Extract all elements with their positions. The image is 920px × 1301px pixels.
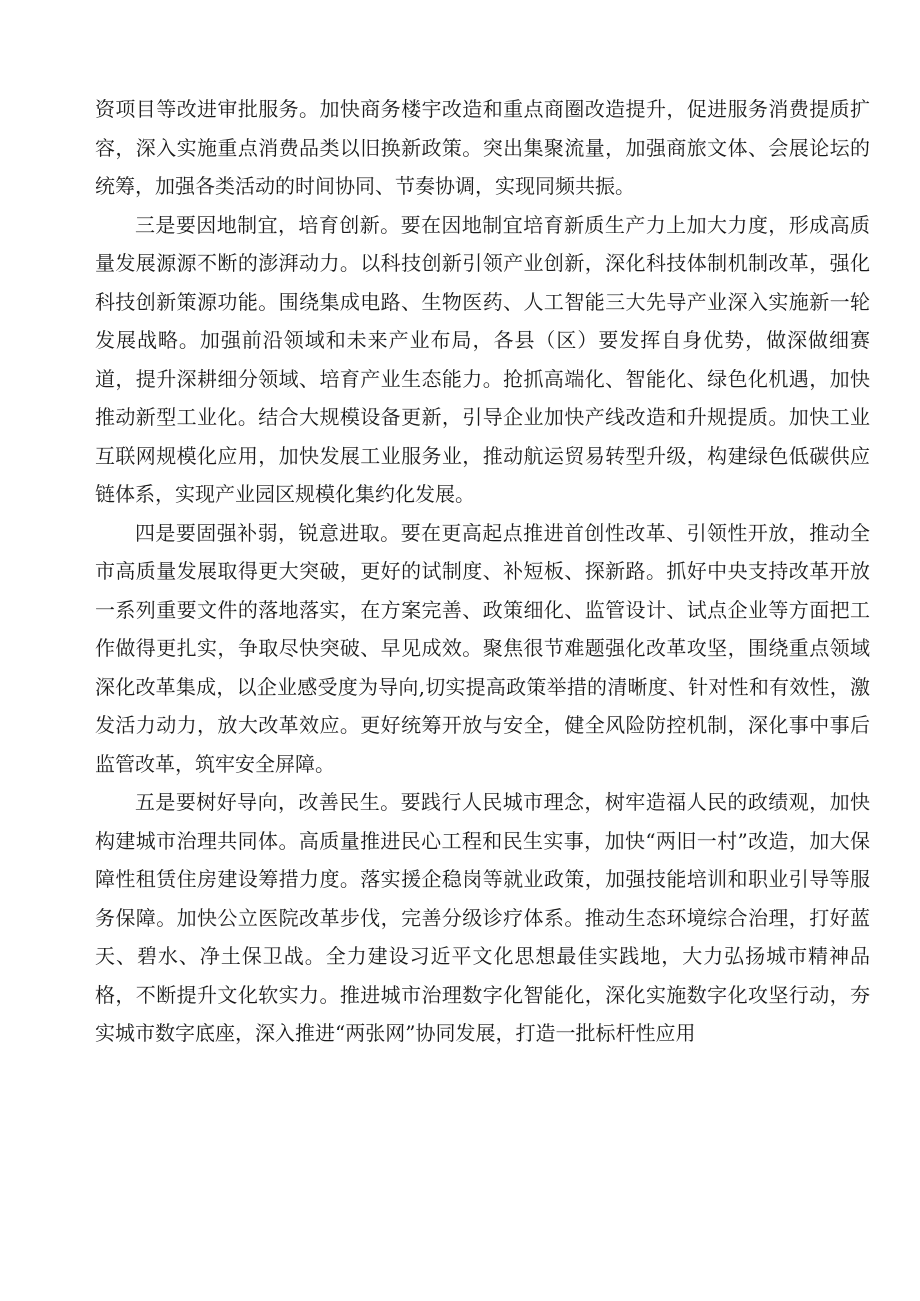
- paragraph-continuation: 资项目等改进审批服务。加快商务楼宇改造和重点商圈改造提升，促进服务消费提质扩容，深入实施重点消费品类以旧换新政策。突出集聚流量，加强商旅文体、会展论坛的统筹，加强各类活动的时间协同、节奏协调，实现同频共振。: [95, 97, 870, 198]
- paragraph-reform: 四是要固强补弱，锐意进取。要在更高起点推进首创性改革、引领性开放，推动全市高质量发展取得更大突破，更好的试制度、补短板、探新路。抓好中央支持改革开放一系列重要文件的落地落实，在方案完善、政策细化、监管设计、试点企业等方面把工作做得更扎实，争取尽快突破、早见成效。聚焦很节难题强化改革攻坚，围绕重点领域深化改革集成，以企业感受度为导向,切实提高政策举措的清晰度、针对性和有效性，激发活力动力，放大改革效应。更好统筹开放与安全，健全风险防控机制，深化事中事后监管改革，筑牢安全屏障。: [95, 520, 870, 776]
- document-page: [95, 90, 870, 1053]
- paragraph-livelihood: 五是要树好导向，改善民生。要践行人民城市理念，树牢造福人民的政绩观，加快构建城市治理共同体。高质量推进民心工程和民生实事，加快“两旧一村”改造，加大保障性租赁住房建设筹措力度。落实援企稳岗等就业政策，加强技能培训和职业引导等服务保障。加快公立医院改革步伐，完善分级诊疗体系。推动生态环境综合治理，打好蓝天、碧水、净土保卫战。全力建设习近平文化思想最佳实践地，大力弘扬城市精神品格，不断提升文化软实力。推进城市治理数字化智能化，深化实施数字化攻坚行动，夯实城市数字底座，深入推进“两张网”协同发展，打造一批标杆性应用: [95, 790, 870, 1045]
- paragraph-innovation: 三是要因地制宜，培育创新。要在因地制宜培育新质生产力上加大力度，形成高质量发展源源不断的澎湃动力。以科技创新引领产业创新，深化科技体制机制改革，强化科技创新策源功能。围绕集成电路、生物医药、人工智能三大先导产业深入实施新一轮发展战略。加强前沿领域和未来产业布局，各县（区）要发挥自身优势，做深做细赛道，提升深耕细分领域、培育产业生态能力。抢抓高端化、智能化、绿色化机遇，加快推动新型工业化。结合大规模设备更新，引导企业加快产线改造和升规提质。加快工业互联网规模化应用，加快发展工业服务业，推动航运贸易转型升级，构建绿色低碳供应链体系，实现产业园区规模化集约化发展。: [95, 212, 870, 506]
